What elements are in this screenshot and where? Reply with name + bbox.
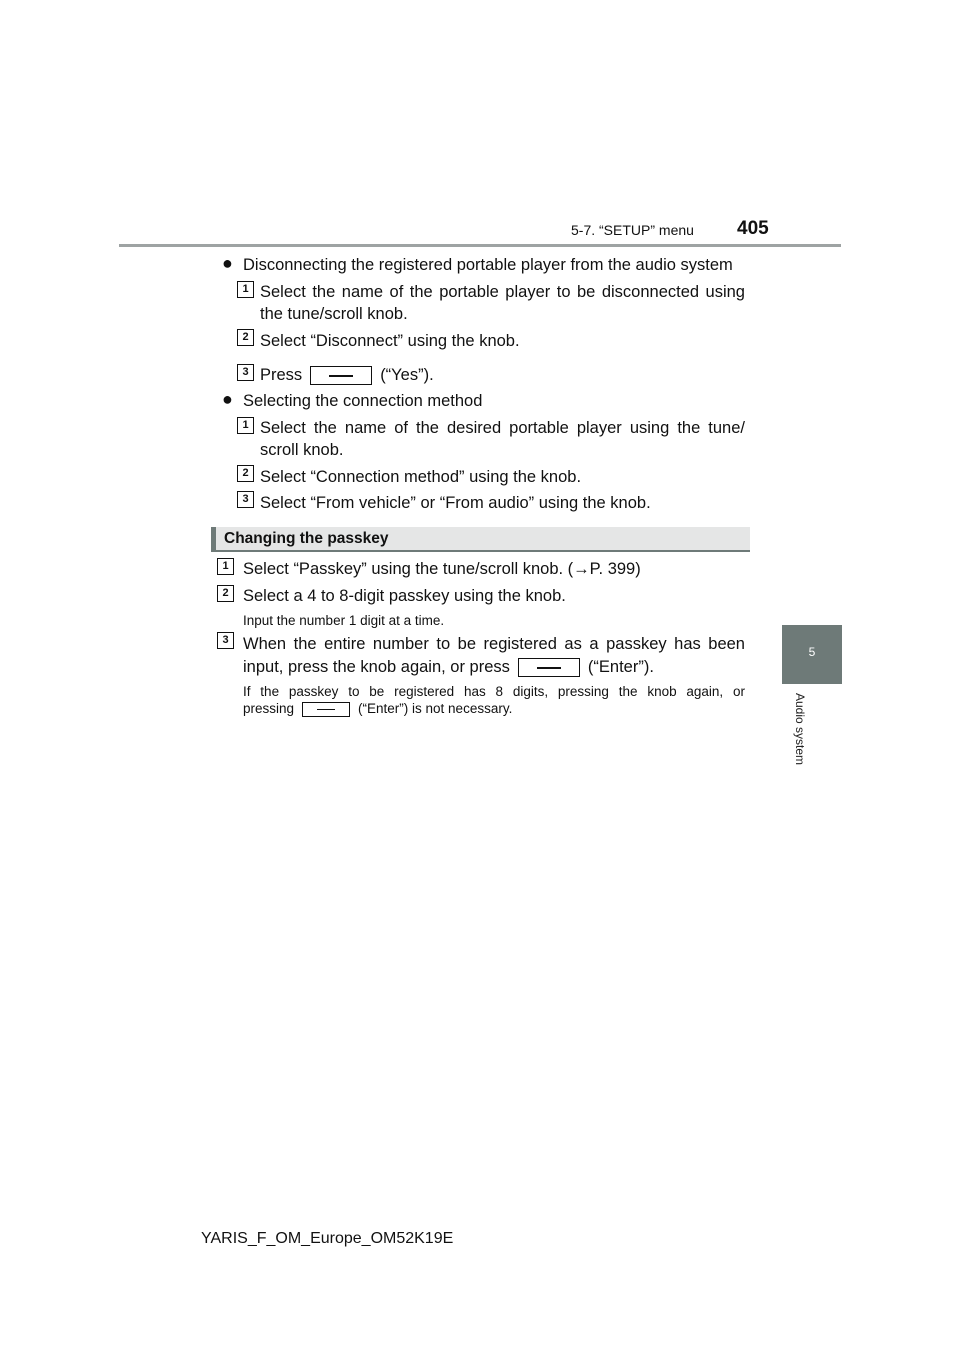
step-number: 3 (237, 491, 254, 508)
step-number: 3 (217, 632, 234, 649)
chapter-label: Audio system (793, 693, 807, 766)
screen-button-icon (310, 366, 372, 385)
step-text: Select a 4 to 8-digit passkey using the knob. (243, 587, 566, 605)
bullet-heading: Disconnecting the registered portable player from the audio system (243, 256, 733, 274)
header-rule (119, 244, 841, 247)
step-text-post: (“Yes”). (380, 366, 434, 384)
step-text-pre: Press (260, 366, 303, 384)
step-text: When the entire number to be registered as a passkey has been (243, 635, 745, 653)
step-number: 2 (217, 585, 234, 602)
step-text: the tune/scroll knob. (260, 305, 408, 323)
bullet-icon: ● (222, 253, 233, 273)
step-number: 2 (237, 465, 254, 482)
chapter-number: 5 (808, 645, 816, 659)
section-header: 5-7. “SETUP” menu (571, 222, 694, 238)
step-text: Select “From vehicle” or “From audio” using the knob. (260, 494, 651, 512)
step-text: Select the name of the desired portable player using the tune/ (260, 419, 745, 437)
step-note (243, 701, 512, 717)
chapter-tab (782, 625, 842, 684)
bullet-heading: Selecting the connection method (243, 392, 483, 410)
document-footer: YARIS_F_OM_Europe_OM52K19E (201, 1230, 454, 1247)
step-text: scroll knob. (260, 441, 344, 459)
step-number: 1 (217, 558, 234, 575)
step-number: 3 (237, 364, 254, 381)
step-text: Select “Disconnect” using the knob. (260, 332, 520, 350)
step-number: 2 (237, 329, 254, 346)
step-text (260, 364, 434, 386)
step-text (243, 656, 654, 678)
step-note: If the passkey to be registered has 8 digits, pressing the knob again, or (243, 684, 745, 699)
step-text: Select “Connection method” using the knob. (260, 468, 582, 486)
section-title: Changing the passkey (224, 530, 389, 547)
section-title-bar (211, 527, 750, 552)
step-number: 1 (237, 417, 254, 434)
note-pre: pressing (243, 701, 295, 716)
step-text-pre: input, press the knob again, or press (243, 658, 510, 676)
step-text: Select “Passkey” using the tune/scroll knob. (→P. 399) (243, 560, 641, 578)
page-number: 405 (737, 218, 769, 239)
note-post: (“Enter”) is not necessary. (358, 701, 513, 716)
step-text: Select the name of the portable player to be disconnected using (260, 283, 745, 301)
step-text-post: (“Enter”). (587, 658, 654, 676)
bullet-icon: ● (222, 389, 233, 409)
screen-button-icon (302, 702, 350, 717)
screen-button-icon (518, 658, 580, 677)
step-note: Input the number 1 digit at a time. (243, 613, 445, 628)
step-number: 1 (237, 281, 254, 298)
